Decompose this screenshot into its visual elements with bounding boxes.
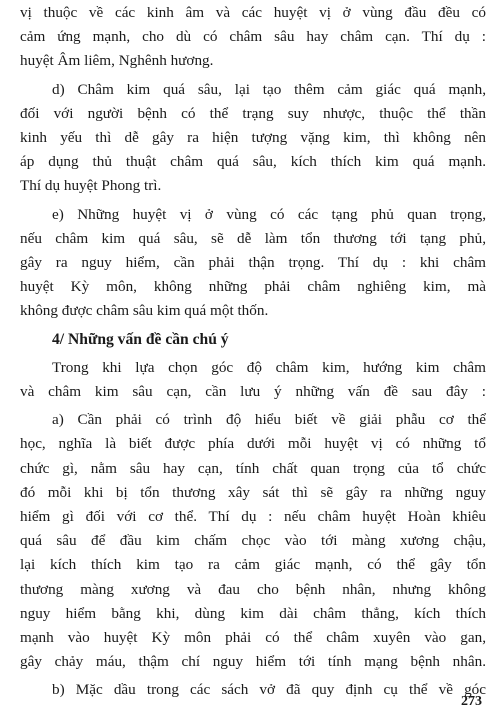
text-line: gây chảy máu, thậm chí nguy hiểm tới tính mạng bệnh nhân. — [20, 653, 486, 671]
text-line: Thí dụ huyệt Phong trì. — [20, 177, 162, 195]
text-line: thương màng xương và đau cho bệnh nhân, nhưng không — [20, 580, 486, 598]
text-line: học, nghĩa là biết được phía dưới mỗi huyệt vị có những tổ — [20, 435, 486, 453]
text-line: d) Châm kim quá sâu, lại tạo thêm cảm giác quá mạnh, — [52, 80, 486, 98]
text-line: nếu châm kim quá sâu, sẽ dễ làm tổn thương tới tạng phủ, — [20, 229, 486, 247]
text-line: kinh yếu thì dễ gây ra hiện tượng vặng kim, thì không nên — [20, 129, 486, 146]
text-line: chức gì, nằm sâu hay cạn, tính chất quan trọng của tổ chức — [20, 459, 486, 477]
text-line: vị thuộc về các kinh âm và các huyệt vị ở vùng đầu đều có — [20, 4, 486, 21]
text-line: mạnh vào huyệt Kỳ môn phải có thể châm xuyên vào gan, — [20, 629, 486, 646]
text-line: gây ra nguy hiểm, cần phải thận trọng. Thí dụ : khi châm — [20, 254, 486, 271]
text-line: đối với người bệnh có thể trạng suy nhược, thuộc thể thần — [20, 104, 486, 122]
text-line: nguy hiểm bằng khi, dùng kim dài châm thẳng, kích thích — [20, 604, 486, 622]
text-line: a) Cần phải có trình độ hiểu biết về giải phẫu cơ thể — [52, 411, 486, 429]
text-line: không được châm sâu kim quá một thốn. — [20, 302, 269, 320]
page-number: 273 — [461, 694, 482, 709]
text-line: Trong khi lựa chọn góc độ châm kim, hướng kim châm — [52, 358, 486, 376]
section-heading: 4/ Những vấn đề cần chú ý — [52, 330, 229, 348]
text-line: cảm ứng mạnh, cho dù có châm sâu hay châm cạn. Thí dụ : — [20, 28, 486, 46]
text-line: b) Mặc dầu trong các sách vở đã quy định cụ thể về góc — [52, 681, 486, 699]
text-line: huyệt Âm liêm, Nghênh hương. — [20, 52, 214, 70]
text-line: đó mỗi khi bị tổn thương xây sát thì sẽ gây ra những nguy — [20, 483, 486, 501]
text-line: huyệt Kỳ môn, không những phải châm nghiêng kim, mà — [20, 278, 486, 296]
text-line: lại kích thích kim tạo ra cảm giác mạnh, có thể gây tổn — [20, 556, 486, 574]
text-line: và châm kim sâu cạn, cần lưu ý những vấn đề sau đây : — [20, 383, 486, 400]
text-line: hiểm gì đối với cơ thể. Thí dụ : nếu châm huyệt Hoàn khiêu — [20, 508, 486, 525]
text-line: áp dụng thủ thuật châm quá sâu, kích thích kim quá mạnh. — [20, 153, 486, 171]
text-line: quá sâu để đầu kim chấm chọc vào tới màng xương chậu, — [20, 532, 486, 550]
text-line: e) Những huyệt vị ở vùng có các tạng phủ quan trọng, — [52, 205, 486, 223]
